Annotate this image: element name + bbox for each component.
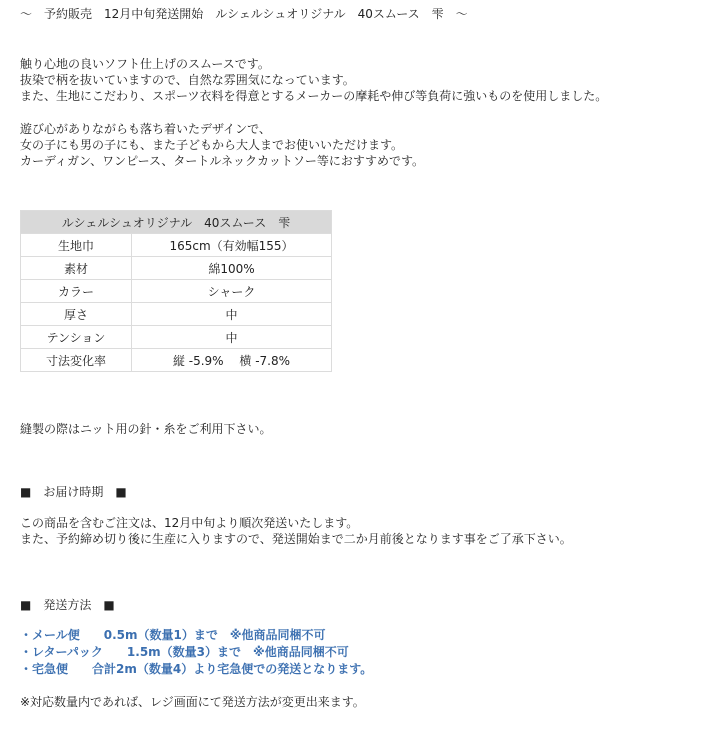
spec-value: 中 bbox=[132, 326, 332, 349]
spec-label: 厚さ bbox=[21, 303, 132, 326]
spec-header-row bbox=[21, 211, 332, 234]
table-row bbox=[21, 303, 332, 326]
table-row bbox=[21, 280, 332, 303]
sewing-note: 縫製の際はニット用の針・糸をご利用下さい。 bbox=[20, 422, 272, 436]
intro-line: 抜染で柄を抜いていますので、自然な雰囲気になっています。 bbox=[20, 73, 355, 87]
shipping-method: ・宅急便 合計2m（数量4）より宅急便での発送となります。 bbox=[20, 662, 373, 676]
shipping-note: ※対応数量内であれば、レジ画面にて発送方法が変更出来ます。 bbox=[20, 695, 365, 709]
intro-line: 触り心地の良いソフト仕上げのスムースです。 bbox=[20, 57, 270, 71]
table-row bbox=[21, 234, 332, 257]
spec-value: 綿100% bbox=[132, 257, 332, 280]
spec-label: 素材 bbox=[21, 257, 132, 280]
table-row bbox=[21, 326, 332, 349]
delivery-heading: ■ お届け時期 ■ bbox=[20, 485, 127, 499]
shipping-heading: ■ 発送方法 ■ bbox=[20, 598, 115, 612]
design-line: 女の子にも男の子にも、また子どもから大人までお使いいただけます。 bbox=[20, 138, 404, 152]
table-row bbox=[21, 257, 332, 280]
delivery-line: この商品を含むご注文は、12月中旬より順次発送いたします。 bbox=[20, 516, 359, 530]
design-line: カーディガン、ワンピース、タートルネックカットソー等におすすめです。 bbox=[20, 154, 425, 168]
spec-label: 生地巾 bbox=[21, 234, 132, 257]
design-line: 遊び心がありながらも落ち着いたデザインで、 bbox=[20, 122, 271, 136]
spec-label: カラー bbox=[21, 280, 132, 303]
shipping-method: ・レターパック 1.5m（数量3）まで ※他商品同梱不可 bbox=[20, 645, 349, 659]
table-row bbox=[21, 349, 332, 372]
spec-label: 寸法変化率 bbox=[21, 349, 132, 372]
spec-value: 165cm（有効幅155） bbox=[132, 234, 332, 257]
spec-table bbox=[20, 210, 332, 372]
spec-label: テンション bbox=[21, 326, 132, 349]
page-title: 〜 予約販売 12月中旬発送開始 ルシェルシュオリジナル 40スムース 雫 〜 bbox=[20, 7, 468, 21]
intro-line: また、生地にこだわり、スポーツ衣料を得意とするメーカーの摩耗や伸び等負荷に強いものを使用しました。 bbox=[20, 89, 608, 103]
spec-value: 中 bbox=[132, 303, 332, 326]
spec-value: シャーク bbox=[132, 280, 332, 303]
spec-header: ルシェルシュオリジナル 40スムース 雫 bbox=[21, 211, 332, 234]
spec-value: 縦 -5.9% 横 -7.8% bbox=[132, 349, 332, 372]
delivery-line: また、予約締め切り後に生産に入りますので、発送開始まで二か月前後となります事をご了承下さい。 bbox=[20, 532, 572, 546]
shipping-method: ・メール便 0.5m（数量1）まで ※他商品同梱不可 bbox=[20, 628, 326, 642]
